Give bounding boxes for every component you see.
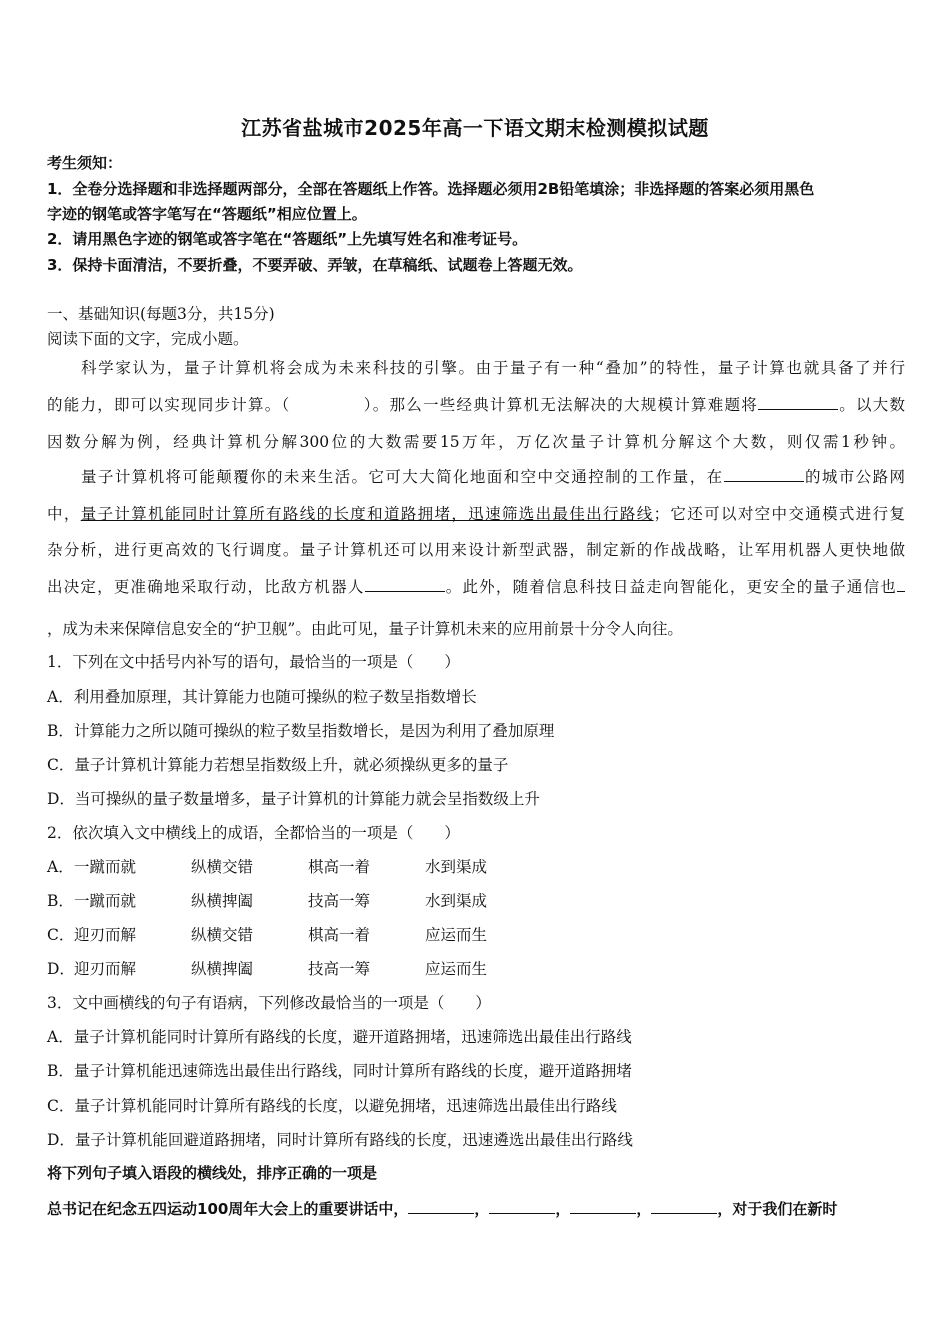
passage-text: 。此外，随着信息科技日益走向智能化，更安全的量子通信也 (444, 578, 897, 596)
fill-blank (489, 1199, 555, 1214)
option-word: 技高一筹 (308, 892, 371, 910)
question-option[interactable]: A．量子计算机能同时计算所有路线的长度，避开道路拥堵，迅速筛选出最佳出行路线 (47, 1028, 632, 1046)
passage-text: 杂分析，进行更高效的飞行调度。量子计算机还可以用来设计新型武器，制定新的作战战略，让军用机器人更快地做 (47, 541, 905, 559)
question-option[interactable]: C．量子计算机计算能力若想呈指数级上升，就必须操纵更多的量子 (47, 756, 509, 774)
passage-text: ；它还可以对空中交通模式进行复 (653, 505, 905, 523)
fill-blank (365, 577, 445, 592)
passage-line (47, 569, 905, 606)
page-title: 江苏省盐城市2025年高一下语文期末检测模拟试题 (241, 116, 709, 140)
question-option[interactable]: C．量子计算机能同时计算所有路线的长度，以避免拥堵，迅速筛选出最佳出行路线 (47, 1097, 617, 1115)
passage-line (47, 387, 905, 424)
option-word: 棋高一着 (308, 858, 371, 876)
passage-text: 的城市公路网 (803, 468, 905, 486)
passage-text: 的能力，即可以实现同步计算。（ (47, 396, 291, 414)
lead-text: ， (636, 1200, 652, 1218)
passage-line (47, 350, 905, 387)
question-option[interactable] (47, 855, 542, 877)
passage-text: 。以大数 (837, 396, 905, 414)
passage-line (47, 532, 905, 569)
passage-text: 中， (47, 505, 81, 523)
fill-blank (897, 577, 905, 592)
passage-text: 量子计算机将可能颠覆你的未来生活。它可大大简化地面和空中交通控制的工作量，在 (81, 468, 724, 486)
notice-item: 2．请用黑色字迹的钢笔或答字笔在“答题纸”上先填写姓名和准考证号。 (47, 230, 528, 248)
question-option[interactable]: B．量子计算机能迅速筛选出最佳出行路线，同时计算所有路线的长度，避开道路拥堵 (47, 1062, 632, 1080)
fill-blank (758, 395, 838, 410)
option-letter: D． (47, 960, 75, 978)
question-stem: 2．依次填入文中横线上的成语，全都恰当的一项是（ ） (47, 824, 460, 842)
lead-text: 总书记在纪念五四运动100周年大会上的重要讲话中， (47, 1200, 409, 1218)
fill-blank (570, 1199, 636, 1214)
question-option[interactable]: D．量子计算机能回避道路拥堵，同时计算所有路线的长度，迅速遴选出最佳出行路线 (47, 1131, 633, 1149)
option-word: 纵横捭阖 (191, 892, 254, 910)
passage-line (47, 496, 905, 533)
option-word: 迎刃而解 (74, 926, 137, 944)
fill-blank (408, 1199, 474, 1214)
notice-item: 字迹的钢笔或答字笔写在“答题纸”相应位置上。 (47, 205, 367, 223)
fill-blank (651, 1199, 717, 1214)
question-option[interactable]: A．利用叠加原理，其计算能力也随可操纵的粒子数呈指数增长 (47, 688, 477, 706)
option-word: 水到渠成 (425, 858, 488, 876)
option-word: 一蹴而就 (74, 892, 137, 910)
option-word: 应运而生 (425, 960, 488, 978)
passage-text: ）。那么一些经典计算机无法解决的大规模计算难题将 (362, 396, 758, 414)
question-option[interactable] (47, 923, 542, 945)
option-letter: B． (47, 892, 74, 910)
question-stem: 1．下列在文中括号内补写的语句，最恰当的一项是（ ） (47, 653, 460, 671)
option-word: 棋高一着 (308, 926, 371, 944)
question-option[interactable] (47, 889, 542, 911)
lead-text: ， (555, 1200, 571, 1218)
option-word: 迎刃而解 (74, 960, 137, 978)
option-word: 应运而生 (425, 926, 488, 944)
passage-line: ，成为未来保障信息安全的“护卫舰”。由此可见，量子计算机未来的应用前景十分令人向往。 (47, 620, 683, 638)
question-stem: 3．文中画横线的句子有语病，下列修改最恰当的一项是（ ） (47, 994, 491, 1012)
option-word: 一蹴而就 (74, 858, 137, 876)
option-word: 纵横捭阖 (191, 960, 254, 978)
passage-text: 科学家认为，量子计算机将会成为未来科技的引擎。由于量子有一种“叠加”的特性，量子计算也就具备了并行 (81, 359, 905, 377)
notice-heading: 考生须知： (47, 154, 123, 172)
passage-text: 出决定，更准确地采取行动，比敌方机器人 (47, 578, 365, 596)
option-word: 纵横交错 (191, 926, 254, 944)
underlined-sentence: 量子计算机能同时计算所有路线的长度和道路拥堵，迅速筛选出最佳出行路线 (80, 505, 654, 523)
fill-blank (724, 467, 804, 482)
lead-text: ，对于我们在新时 (717, 1200, 838, 1218)
option-word: 纵横交错 (191, 858, 254, 876)
question-option[interactable]: B．计算能力之所以随可操纵的粒子数呈指数增长，是因为利用了叠加原理 (47, 722, 555, 740)
question-option[interactable] (47, 957, 542, 979)
question-option[interactable]: D．当可操纵的量子数量增多，量子计算机的计算能力就会呈指数级上升 (47, 790, 540, 808)
notice-item: 3．保持卡面清洁，不要折叠，不要弄破、弄皱，在草稿纸、试题卷上答题无效。 (47, 256, 583, 274)
question-lead (47, 1198, 837, 1219)
option-word: 水到渠成 (425, 892, 488, 910)
passage-line (47, 459, 905, 496)
question-stem: 将下列句子填入语段的横线处，排序正确的一项是 (47, 1164, 378, 1182)
option-word: 技高一筹 (308, 960, 371, 978)
section-heading: 一、基础知识(每题3分，共15分) (47, 305, 275, 323)
option-letter: C． (47, 926, 75, 944)
notice-item: 1．全卷分选择题和非选择题两部分，全部在答题纸上作答。选择题必须用2B铅笔填涂；非选择题的答案必须用黑色 (47, 180, 815, 198)
section-instruction: 阅读下面的文字，完成小题。 (47, 330, 249, 348)
lead-text: ， (474, 1200, 490, 1218)
passage-line (47, 424, 905, 461)
passage-text: 因数分解为例，经典计算机分解300位的大数需要15万年，万亿次量子计算机分解这个大数，则仅需1秒钟。 (47, 433, 905, 451)
option-letter: A． (47, 858, 74, 876)
